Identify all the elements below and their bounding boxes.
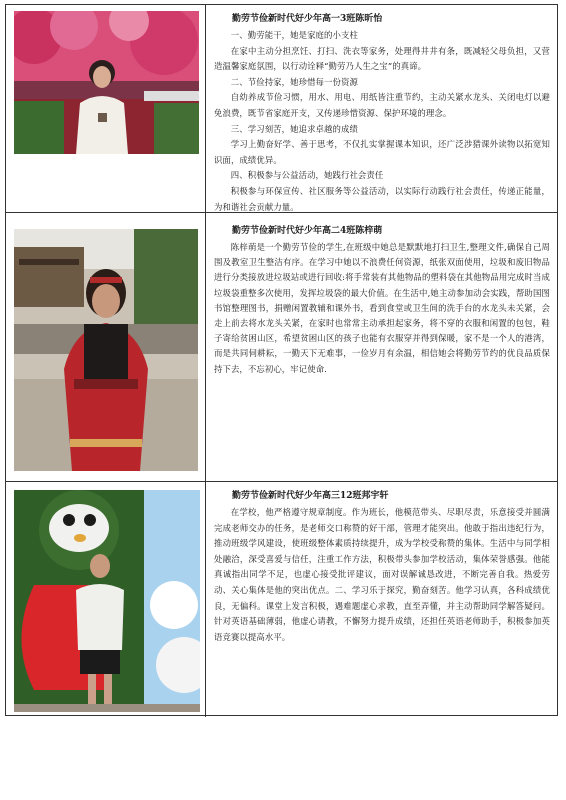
entry-text: [206, 482, 557, 717]
photo-cell: [6, 213, 206, 481]
photo-image: [14, 490, 200, 712]
entry-paragraph: 在学校，他严格遵守规章制度。作为班长，他模范带头、尽职尽责，乐意接受并圆满完成老师交办的任务，是老师交口称赞的好干部，管理才能突出。他敢于指出违纪行为，推动班级学风建设，使班级整体素质持续提升，成为学校受称赞的集体。生活中与同学相处融洽，深受喜爱与信任，注重工作方法，积极带头参加学校活动，集体荣誉感强。他能真诚指出同学不足，也虚心接受批评建议，面对误解诚恳改进，不断完善自我。热爱劳动、关心集体是他的突出优点。二、学习乐于探究，勤奋刻苦。他学习认真，各科成绩优良，无偏科。课堂上发言积极，遇难题虚心求教，直至弄懂，并主动帮助同学解答疑问。针对英语基础薄弱，他虚心请教，不懈努力提升成绩，还担任英语老师助手，积极参加英语竞赛以提高水平。: [214, 507, 550, 642]
entry-paragraph: 一、勤劳能干，她是家庭的小支柱: [230, 30, 358, 40]
entry-paragraph: 在家中主动分担烹饪、打扫、洗衣等家务，处理得井井有条，既减轻父母负担，又营造温馨家庭氛围，以行动诠释“勤劳乃人生之宝”的真谛。: [214, 45, 550, 72]
entry-title: 勤劳节俭新时代好少年高二4班陈梓萌: [232, 226, 383, 236]
student-photo: [14, 490, 200, 712]
student-photo: [14, 11, 199, 154]
photo-image: [14, 229, 198, 471]
entry-paragraph: 二、节俭持家，她珍惜每一份资源: [230, 76, 358, 87]
photo-cell: [6, 5, 206, 212]
entry-paragraph: 自幼养成节俭习惯，用水、用电、用纸皆注重节约，主动关紧水龙头、关闭电灯以避免浪费，既节省家庭开支，又传递珍惜资源、保护环境的理念。: [214, 92, 550, 118]
entry-paragraph: 三、学习刻苦，她追求卓越的成绩: [230, 123, 358, 134]
table-row: [6, 482, 557, 717]
entry-paragraph: 四、积极参与公益活动，她践行社会责任: [230, 170, 384, 181]
honor-table: [5, 4, 558, 716]
photo-image: [14, 11, 199, 154]
table-row: [6, 5, 557, 213]
entry-title: 勤劳节俭新时代好少年高三12班邦宇轩: [232, 491, 389, 501]
entry-title: 勤劳节俭新时代好少年高一3班陈昕怡: [232, 14, 383, 24]
photo-cell: [6, 482, 206, 717]
entry-text: [206, 5, 557, 212]
table-row: [6, 213, 557, 482]
entry-paragraph: 学习上勤奋好学、善于思考，不仅扎实掌握课本知识，还广泛涉猎课外读物以拓宽知识面，成绩优异。: [214, 139, 550, 165]
entry-paragraph: 积极参与环保宣传、社区服务等公益活动，以实际行动践行社会责任，传递正能量，为和谐社会贡献力量。: [214, 185, 550, 212]
entry-text: [206, 213, 557, 481]
entry-paragraph: 陈梓萌是一个勤劳节俭的学生,在班级中她总是默默地打扫卫生,整理文件,确保自己周围及教室卫生整洁有序。在学习中她以不浪费任何资源，纸张双面使用，垃圾和废旧物品进行分类接放进垃圾站或进行回收:将手常装有其他物品的塑料袋在其他物品用完成时当成垃圾袋重整多次使用，发挥垃圾袋的最大价值。在生活中,她主动参加动会实践，帮助国图书馆整理图书，捐赠闲置教辅和课外书，看到食堂或卫生间的洗手台的水龙头未关紧，会走上前去将水龙头关紧，在家时也常常主动承担起家务，将不穿的衣服和闲置的包包，鞋子寄给贫困山区，希望贫困山区的孩子也能有衣服穿并得到保暖，家不是一个人的港湾，而是共同伺耕耘，一勤天下无难事，一俭岁月有余温，相信她会将勤劳节约的优良品质保持下去，不忘初心，牢记使命.: [214, 242, 550, 374]
student-photo: [14, 229, 198, 471]
